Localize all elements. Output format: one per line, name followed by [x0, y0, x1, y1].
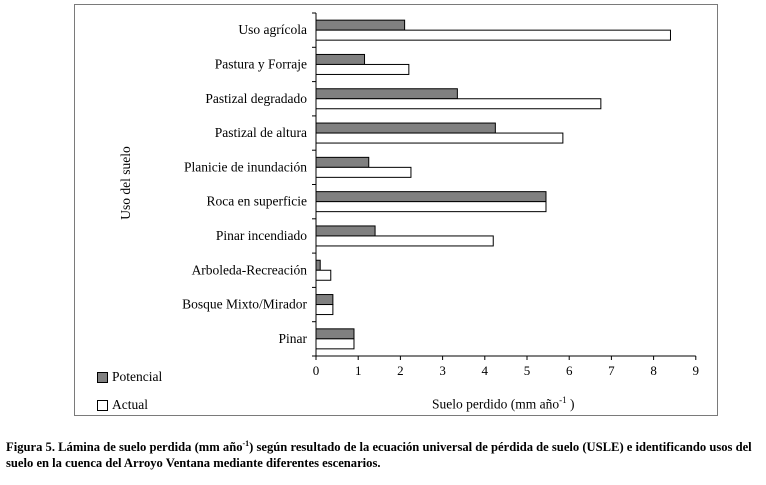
bar-potencial: [316, 192, 546, 202]
bar-potencial: [316, 226, 375, 236]
bar-actual: [316, 99, 601, 109]
x-tick-label: 0: [312, 363, 320, 378]
category-label: Pastizal degradado: [205, 90, 307, 106]
caption-sup: -1: [242, 439, 250, 448]
figure-caption: [6, 436, 762, 471]
bar-actual: [316, 133, 563, 143]
x-axis-title-close: ): [566, 396, 575, 412]
bar-actual: [316, 30, 670, 40]
caption-prefix: Figura 5. Lámina de suelo perdida (mm año: [6, 440, 243, 455]
category-label: Uso agrícola: [238, 22, 307, 38]
category-label: Planicie de inundación: [184, 159, 307, 175]
x-tick-label: 8: [650, 363, 657, 378]
category-label: Roca en superficie: [206, 193, 307, 209]
bar-potencial: [316, 20, 405, 30]
category-label: Pastura y Forraje: [214, 56, 307, 72]
legend-swatch-potencial: [97, 372, 108, 383]
bar-potencial: [316, 295, 333, 305]
bar-potencial: [316, 329, 354, 339]
y-axis-title: Uso del suelo: [118, 146, 133, 220]
bar-actual: [316, 339, 354, 349]
bar-actual: [316, 167, 411, 177]
legend-item-potencial: [97, 369, 162, 385]
x-tick-label: 1: [354, 363, 362, 378]
bar-potencial: [316, 157, 369, 167]
category-label: Bosque Mixto/Mirador: [182, 296, 307, 312]
bar-potencial: [316, 89, 457, 99]
bar-actual: [316, 305, 333, 315]
x-axis-title-sup: -1: [559, 395, 567, 405]
x-tick-label: 9: [692, 363, 700, 378]
legend-label-actual: Actual: [112, 397, 148, 412]
bar-actual: [316, 64, 409, 74]
legend-item-actual: [97, 397, 148, 413]
caption-suffix: ) según resultado de la ecuación universal de pérdida de suelo (USLE) e identificando usos del suelo en la cuenca del Arroyo Ventana mediante diferentes escenarios.: [6, 440, 752, 471]
category-label: Arboleda-Recreación: [191, 262, 307, 278]
x-tick-label: 7: [608, 363, 615, 378]
x-tick-label: 5: [523, 363, 531, 378]
bar-actual: [316, 270, 331, 280]
x-tick-label: 2: [397, 363, 404, 378]
bar-potencial: [316, 260, 320, 270]
legend-swatch-actual: [97, 400, 108, 411]
bar-potencial: [316, 54, 365, 64]
bar-actual: [316, 236, 493, 246]
category-label: Pastizal de altura: [214, 125, 307, 141]
category-label: Pinar: [278, 330, 307, 346]
x-axis-title: [432, 395, 574, 413]
bar-potencial: [316, 123, 495, 133]
x-tick-label: 4: [481, 363, 489, 378]
legend-label-potencial: Potencial: [112, 369, 163, 384]
x-tick-label: 3: [439, 363, 446, 378]
x-tick-label: 6: [565, 363, 573, 378]
category-label: Pinar incendiado: [215, 227, 307, 243]
x-axis-title-text: Suelo perdido (mm año: [432, 396, 560, 412]
bar-actual: [316, 202, 546, 212]
